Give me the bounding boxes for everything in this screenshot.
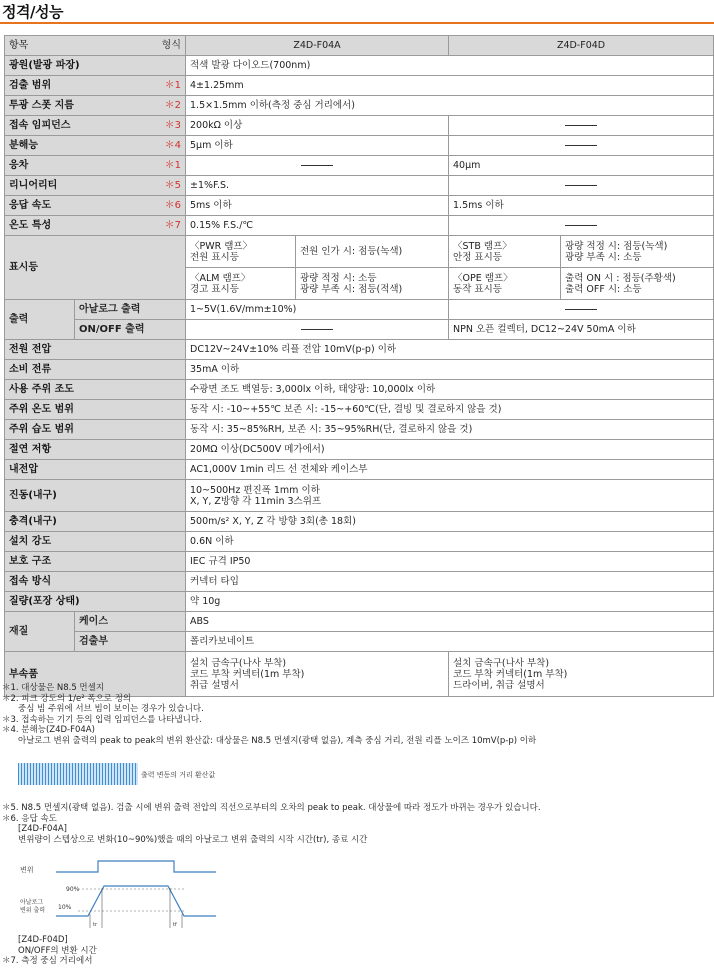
label-current: 소비 전류 [5,360,186,380]
value-weight: 약 10g [186,592,714,612]
value-amb-hum: 동작 시: 35~85%RH, 보존 시: 35~95%RH(단, 결로하지 않을 것) [186,420,714,440]
value-light-source: 적색 발광 다이오드(700nm) [186,56,714,76]
note-3: ＊3. 접속하는 기기 등의 입력 임피던스를 나타냅니다. [2,714,202,725]
row-material-detector [5,632,714,652]
fig-disp-label: 변위 [20,866,34,874]
stb-lamp: 〈STB 램프〉 [453,240,512,252]
row-temp [5,216,714,236]
note-2: ＊2. 피크 강도의 1/e² 폭으로 정의 [2,693,132,704]
value-shock: 500m/s² X, Y, Z 각 방향 3회(총 18회) [186,512,714,532]
note-response: ＊6 [164,200,181,211]
label-range: 검출 범위 [9,80,52,91]
value-temp-a: 0.15% F.S./℃ [186,216,449,236]
value-response-a: 5ms 이하 [186,196,449,216]
acc-a-1: 설치 금속구(나사 부착) [190,657,287,669]
note-6a: [Z4D-F04A] [18,824,67,834]
note-impedance: ＊3 [164,120,181,131]
pwr-lamp: 〈PWR 램프〉 [190,240,253,252]
note-4: ＊4. 분해능(Z4D-F04A) [2,725,95,735]
acc-d-2: 코드 부착 커넥터(1m 부착) [453,668,568,680]
value-install: 0.6N 이하 [186,532,714,552]
fig-out-1: 아날로그 [20,899,44,906]
note-5: ＊5. N8.5 먼셀지(광택 없음). 검출 시에 변위 출력 전압의 직선으로부터의 오차의 peak to peak. 대상물에 따라 정도가 바뀌는 경우가 있습니다. [2,803,541,813]
value-illum: 수광면 조도 백열등: 3,000lx 이하, 태양광: 10,000lx 이하 [186,380,714,400]
note-4b: 아날로그 변위 출력의 peak to peak의 변위 환산값: 대상물은 N8.5 먼셀지(광택 없음), 계측 중심 거리, 전원 리플 노이즈 10mV(p-p) 이하 [18,735,537,746]
acc-d-1: 설치 금속구(나사 부착) [453,657,550,669]
analog-output-line [56,886,216,916]
note-6d: [Z4D-F04D] [18,935,68,945]
value-voltage: DC12V~24V±10% 리플 전압 10mV(p-p) 이하 [186,340,714,360]
ope-lamp: 〈OPE 램프〉 [453,272,513,284]
note-7: ＊7. 측정 중심 거리에서 [2,956,93,966]
label-voltage: 전원 전압 [5,340,186,360]
row-output-onoff [5,320,714,340]
dash-hysteresis-a [301,165,333,166]
acc-a-3: 취급 설명서 [190,679,239,691]
label-output: 출력 [5,300,75,340]
type-label: 형식 [161,40,181,51]
fig-p90: 90% [66,886,80,893]
model-d-header: Z4D-F04D [449,36,714,56]
value-impedance-a: 200kΩ 이상 [186,116,449,136]
value-amb-temp: 동작 시: -10~+55℃ 보존 시: -15~+60℃(단, 결빙 및 결로하지 않을 것) [186,400,714,420]
resolution-figure-label: 출력 변동의 거리 환산값 [141,771,216,779]
label-detector: 검출부 [75,632,186,652]
value-hysteresis-d: 40μm [449,156,714,176]
label-case: 케이스 [75,612,186,632]
dash-impedance-d [565,125,597,126]
value-linearity-a: ±1%F.S. [186,176,449,196]
value-onoff-d: NPN 오픈 컬렉터, DC12~24V 50mA 이하 [449,320,714,340]
dash-onoff-a [301,329,333,330]
alm-lamp: 〈ALM 램프〉 [190,272,251,284]
displacement-step-line [56,861,216,872]
row-withstand [5,460,714,480]
label-amb-hum: 주위 습도 범위 [5,420,186,440]
note-6: ＊6. 응답 속도 [2,813,57,824]
value-insulation: 20MΩ 이상(DC500V 메가에서) [186,440,714,460]
note-range: ＊1 [164,80,181,91]
note-1: ＊1. 대상물은 N8.5 먼셀지 [2,683,105,693]
value-analog-a: 1~5V(1.6V/mm±10%) [186,300,449,320]
dash-temp-d [565,225,597,226]
note-hysteresis: ＊1 [164,160,181,171]
note-temp: ＊7 [164,220,181,231]
label-connection: 접속 방식 [5,572,186,592]
value-resolution-a: 5μm 이하 [186,136,449,156]
label-amb-temp: 주위 온도 범위 [5,400,186,420]
label-resolution: 분해능 [9,140,38,151]
fig-tr: tr [93,922,98,928]
value-response-d: 1.5ms 이하 [449,196,714,216]
value-range: 4±1.25mm [186,76,714,96]
row-spot [5,96,714,116]
note-2b: 중심 빔 주위에 서브 빔이 보이는 경우가 있습니다. [18,704,204,714]
dash-linearity-d [565,185,597,186]
row-illum [5,380,714,400]
row-weight [5,592,714,612]
value-vibration-2: X, Y, Z방향 각 11min 3스위프 [190,495,322,507]
pwr-desc: 전원 표시등 [190,251,239,263]
row-insulation [5,440,714,460]
row-hysteresis [5,156,714,176]
acc-d-3: 드라이버, 취급 설명서 [453,679,545,691]
ope-state-1: 출력 ON 시 : 점등(주황색) [565,272,676,284]
footnotes-2 [2,803,712,845]
fig-tf: tf [173,922,177,928]
row-amb-temp [5,400,714,420]
ope-state-2: 출력 OFF 시: 소등 [565,283,642,295]
row-amb-hum [5,420,714,440]
label-temp: 온도 특성 [9,220,52,231]
value-spot: 1.5×1.5mm 이하(측정 중심 거리에서) [186,96,714,116]
stb-desc: 안정 표시등 [453,251,502,263]
value-current: 35mA 이하 [186,360,714,380]
dash-resolution-d [565,145,597,146]
label-light-source: 광원(발광 파장) [5,56,186,76]
row-protection [5,552,714,572]
label-spot: 투광 스폿 지름 [9,100,74,111]
stb-state-1: 광량 적정 시: 점등(녹색) [565,240,668,252]
label-vibration: 진동(내구) [5,480,186,512]
footnotes [2,683,712,746]
label-response: 응답 속도 [9,200,52,211]
model-a-header: Z4D-F04A [186,36,449,56]
row-install [5,532,714,552]
spec-table [4,35,714,697]
label-accessories: 부속품 [5,652,186,697]
label-install: 설치 강도 [5,532,186,552]
value-protection: IEC 규격 IP50 [186,552,714,572]
note-6db: ON/OFF의 변환 시간 [18,945,97,956]
resolution-noise-figure [18,763,138,785]
row-shock [5,512,714,532]
value-vibration-1: 10~500Hz 편진폭 1mm 이하 [190,484,320,496]
label-onoff: ON/OFF 출력 [75,320,186,340]
header-row [5,36,714,56]
label-protection: 보호 구조 [5,552,186,572]
row-current [5,360,714,380]
value-case: ABS [186,612,714,632]
row-voltage [5,340,714,360]
note-resolution: ＊4 [164,140,181,151]
label-display: 표시등 [5,236,186,300]
label-hysteresis: 응차 [9,160,29,171]
acc-a-2: 코드 부착 커넥터(1m 부착) [190,668,305,680]
alm-desc: 경고 표시등 [190,283,239,295]
value-connection: 커넥터 타입 [186,572,714,592]
row-connection [5,572,714,592]
fig-out-2: 변위 출력 [20,907,46,914]
row-linearity [5,176,714,196]
note-spot: ＊2 [164,100,181,111]
row-response [5,196,714,216]
label-withstand: 내전압 [5,460,186,480]
row-resolution [5,136,714,156]
alm-state-2: 광량 부족 시: 점등(적색) [300,283,403,295]
row-vibration [5,480,714,512]
label-shock: 충격(내구) [5,512,186,532]
label-weight: 질량(포장 상태) [5,592,186,612]
note-linearity: ＊5 [164,180,181,191]
row-range [5,76,714,96]
value-detector: 폴리카보네이트 [186,632,714,652]
row-material-case [5,612,714,632]
row-display-1 [5,236,714,268]
label-illum: 사용 주위 조도 [5,380,186,400]
row-light-source [5,56,714,76]
response-timing-diagram [16,858,216,930]
row-output-analog [5,300,714,320]
alm-state-1: 광량 적정 시: 소등 [300,272,377,284]
label-impedance: 접속 임피던스 [9,120,71,131]
label-material: 재질 [5,612,75,652]
fig-p10: 10% [58,904,72,911]
value-withstand: AC1,000V 1min 리드 선 전체와 케이스부 [186,460,714,480]
page-title: 정격/성능 [2,3,63,21]
title-rule [0,22,714,24]
ope-desc: 동작 표시등 [453,283,502,295]
pwr-state: 전원 인가 시: 점등(녹색) [300,246,403,257]
note-6ab: 변위량이 스텝상으로 변화(10~90%)했을 때의 아날로그 변위 출력의 시작 시간(tr), 종료 시간 [18,834,368,845]
footnotes-3 [2,935,712,967]
label-insulation: 절연 저항 [5,440,186,460]
row-impedance [5,116,714,136]
label-linearity: 리니어리티 [9,180,58,191]
item-label: 항목 [9,40,29,51]
stb-state-2: 광량 부족 시: 소등 [565,251,642,263]
dash-analog-d [565,309,597,310]
label-analog: 아날로그 출력 [75,300,186,320]
